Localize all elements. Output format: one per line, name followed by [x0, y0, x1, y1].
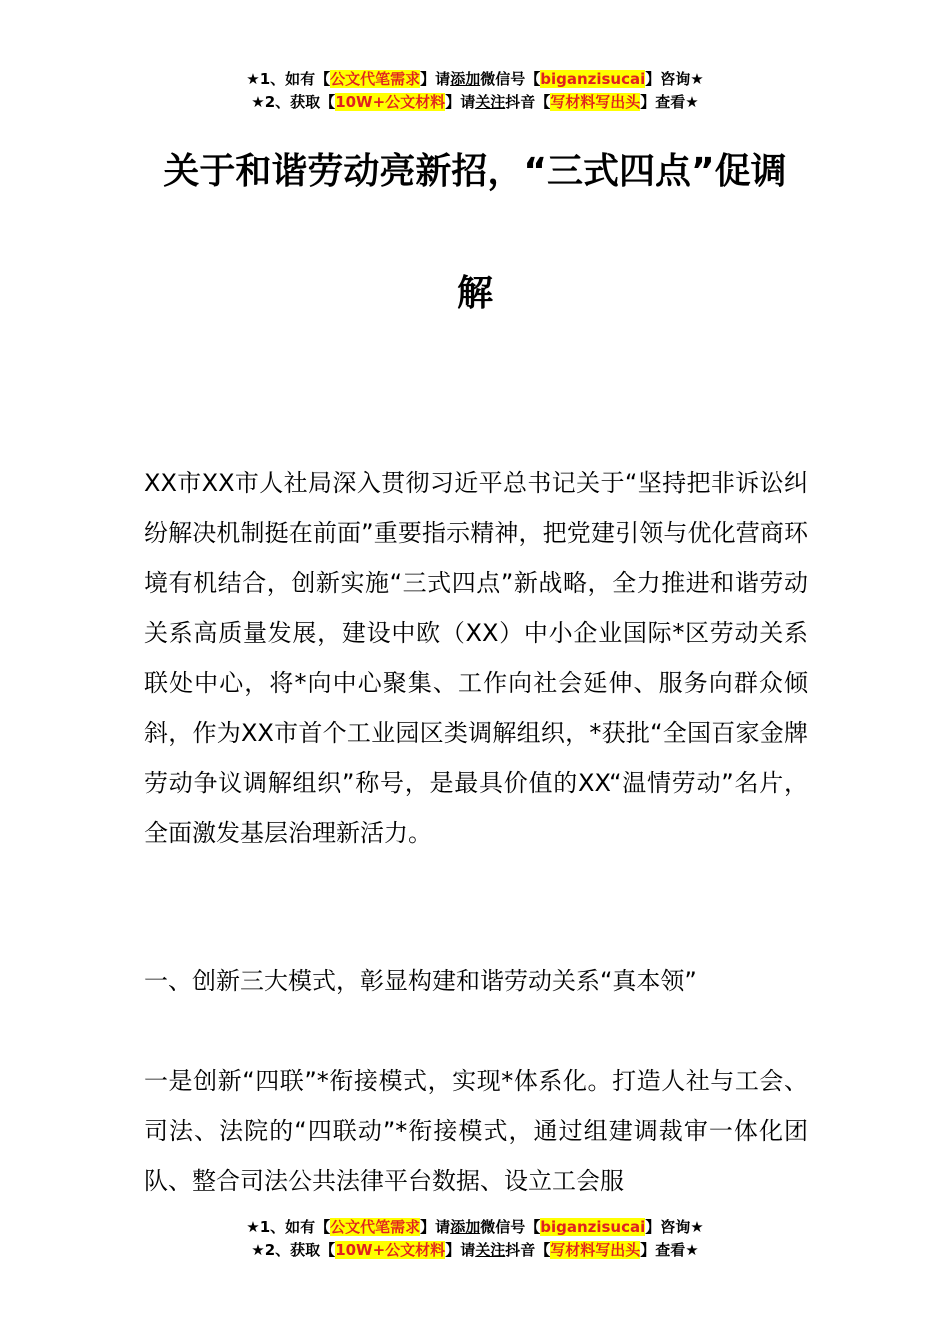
footer-banner [0, 1216, 950, 1262]
body-paragraph-1: XX市XX市人社局深入贯彻习近平总书记关于“坚持把非诉讼纠纷解决机制挺在前面”重要指示精神，把党建引领与优化营商环境有机结合，创新实施“三式四点”新战略，全力推进和谐劳动关系高质量发展，建设中欧（XX）中小企业国际*区劳动关系联处中心，将*向中心聚集、工作向社会延伸、服务向群众倾斜，作为XX市首个工业园区类调解组织，*获批“全国百家金牌劳动争议调解组织”称号，是最具价值的XX“温情劳动”名片，全面激发基层治理新活力。 [144, 469, 808, 847]
highlight-wechat: biganzisucai [540, 1218, 646, 1236]
highlight-materials: 10W+公文材料 [335, 93, 446, 111]
banner-line-2: ★2、获取【10W+公文材料】请关注抖音【写材料写出头】查看★ [251, 1241, 699, 1259]
document-title-line-2: 解 [456, 273, 493, 314]
document-title-line-1: 关于和谐劳动亮新招，“三式四点”促调 [163, 151, 787, 192]
highlight-douyin: 写材料写出头 [550, 1241, 641, 1259]
highlight-douyin: 写材料写出头 [550, 93, 641, 111]
section-heading-1: 一、创新三大模式，彰显构建和谐劳动关系“真本领” [144, 967, 697, 995]
highlight-service: 公文代笔需求 [330, 1218, 421, 1236]
banner-line-1: ★1、如有【公文代笔需求】请添加微信号【biganzisucai】咨询★ [246, 1218, 704, 1236]
banner-line-1: ★1、如有【公文代笔需求】请添加微信号【biganzisucai】咨询★ [246, 70, 704, 88]
highlight-wechat: biganzisucai [540, 70, 646, 88]
header-banner [0, 68, 950, 114]
body-paragraph-2: 一是创新“四联”*衔接模式，实现*体系化。打造人社与工会、司法、法院的“四联动”*衔接模式，通过组建调裁审一体化团队、整合司法公共法律平台数据、设立工会服 [144, 1067, 808, 1195]
highlight-service: 公文代笔需求 [330, 70, 421, 88]
highlight-materials: 10W+公文材料 [335, 1241, 446, 1259]
banner-line-2: ★2、获取【10W+公文材料】请关注抖音【写材料写出头】查看★ [251, 93, 699, 111]
